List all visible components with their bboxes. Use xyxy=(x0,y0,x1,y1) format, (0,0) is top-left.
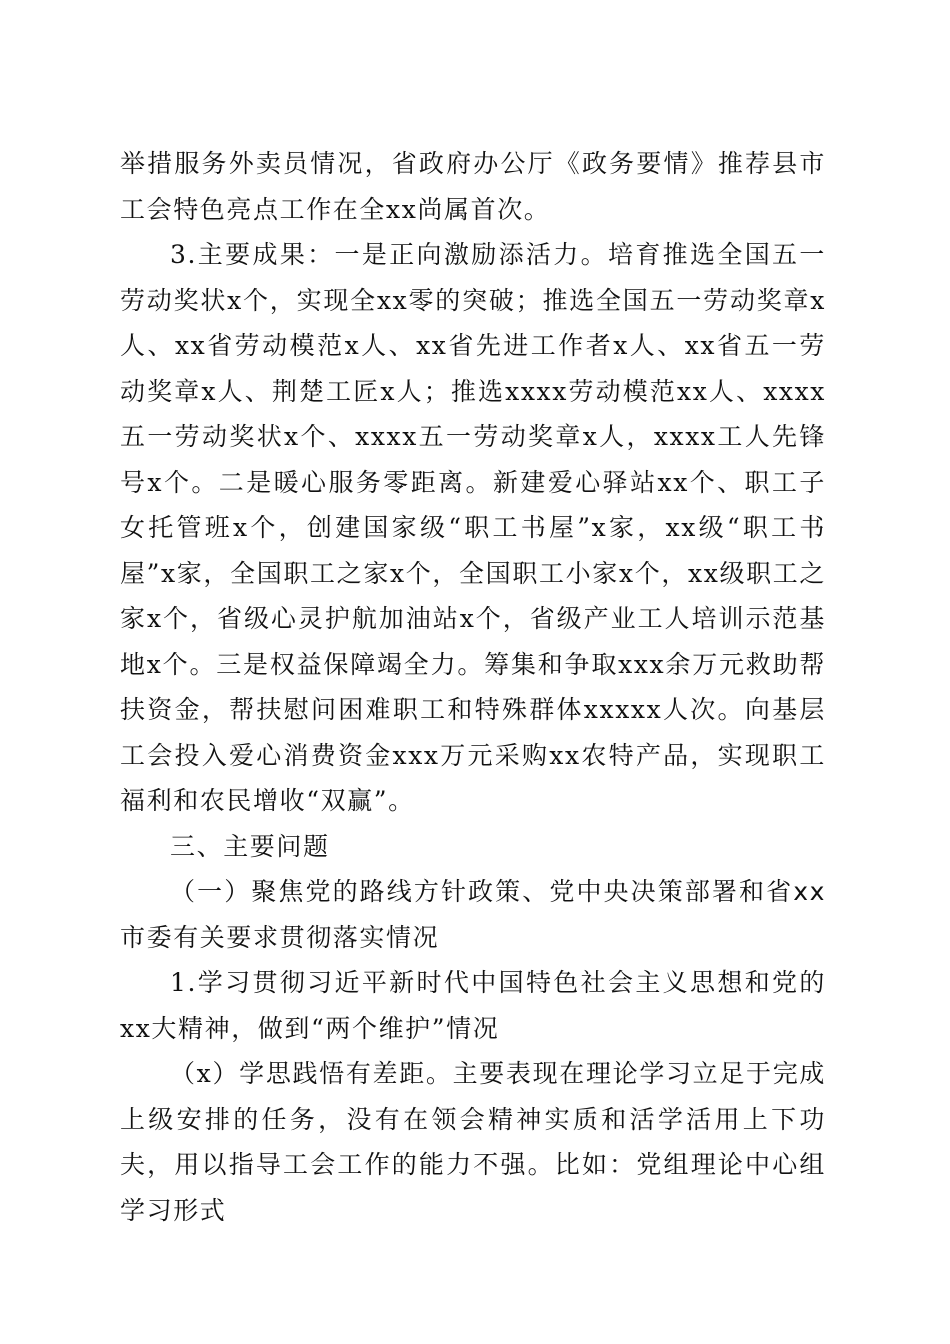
paragraph-item-x: （x）学思践悟有差距。主要表现在理论学习立足于完成上级安排的任务，没有在领会精神实质和活学活用上下功夫，用以指导工会工作的能力不强。比如：党组理论中心组学习形式 xyxy=(120,1059,826,1225)
section-heading-main-problems: 三、主要问题 xyxy=(170,831,330,861)
subsection-heading-1: （一）聚焦党的路线方针政策、党中央决策部署和省xx市委有关要求贯彻落实情况 xyxy=(120,877,826,952)
paragraph-main-results: 3.主要成果：一是正向激励添活力。培育推选全国五一劳动奖状x个，实现全xx零的突破；推选全国五一劳动奖章x人、xx省劳动模范x人、xx省先进工作者x人、xx省五一劳动奖章x人、荆楚工匠x人；推选xxxx劳动模范xx人、xxxx五一劳动奖状x个、xxxx五一劳动奖章x人，xxxx工人先锋号x个。二是暖心服务零距离。新建爱心驿站xx个、职工子女托管班x个，创建国家级“职工书屋”x家，xx级“职工书屋”x家，全国职工之家x个，全国职工小家x个，xx级职工之家x个，省级心灵护航加油站x个，省级产业工人培训示范基地x个。三是权益保障竭全力。筹集和争取xxx余万元救助帮扶资金，帮扶慰问困难职工和特殊群体xxxxx人次。向基层工会投入爱心消费资金xxx万元采购xx农特产品，实现职工福利和农民增收“双赢”。 xyxy=(120,240,826,815)
paragraph-item-1: 1.学习贯彻习近平新时代中国特色社会主义思想和党的xx大精神，做到“两个维护”情况 xyxy=(120,968,826,1043)
paragraph-continuation: 举措服务外卖员情况，省政府办公厅《政务要情》推荐县市工会特色亮点工作在全xx尚属首次。 xyxy=(120,149,826,224)
document-body xyxy=(120,141,826,1233)
